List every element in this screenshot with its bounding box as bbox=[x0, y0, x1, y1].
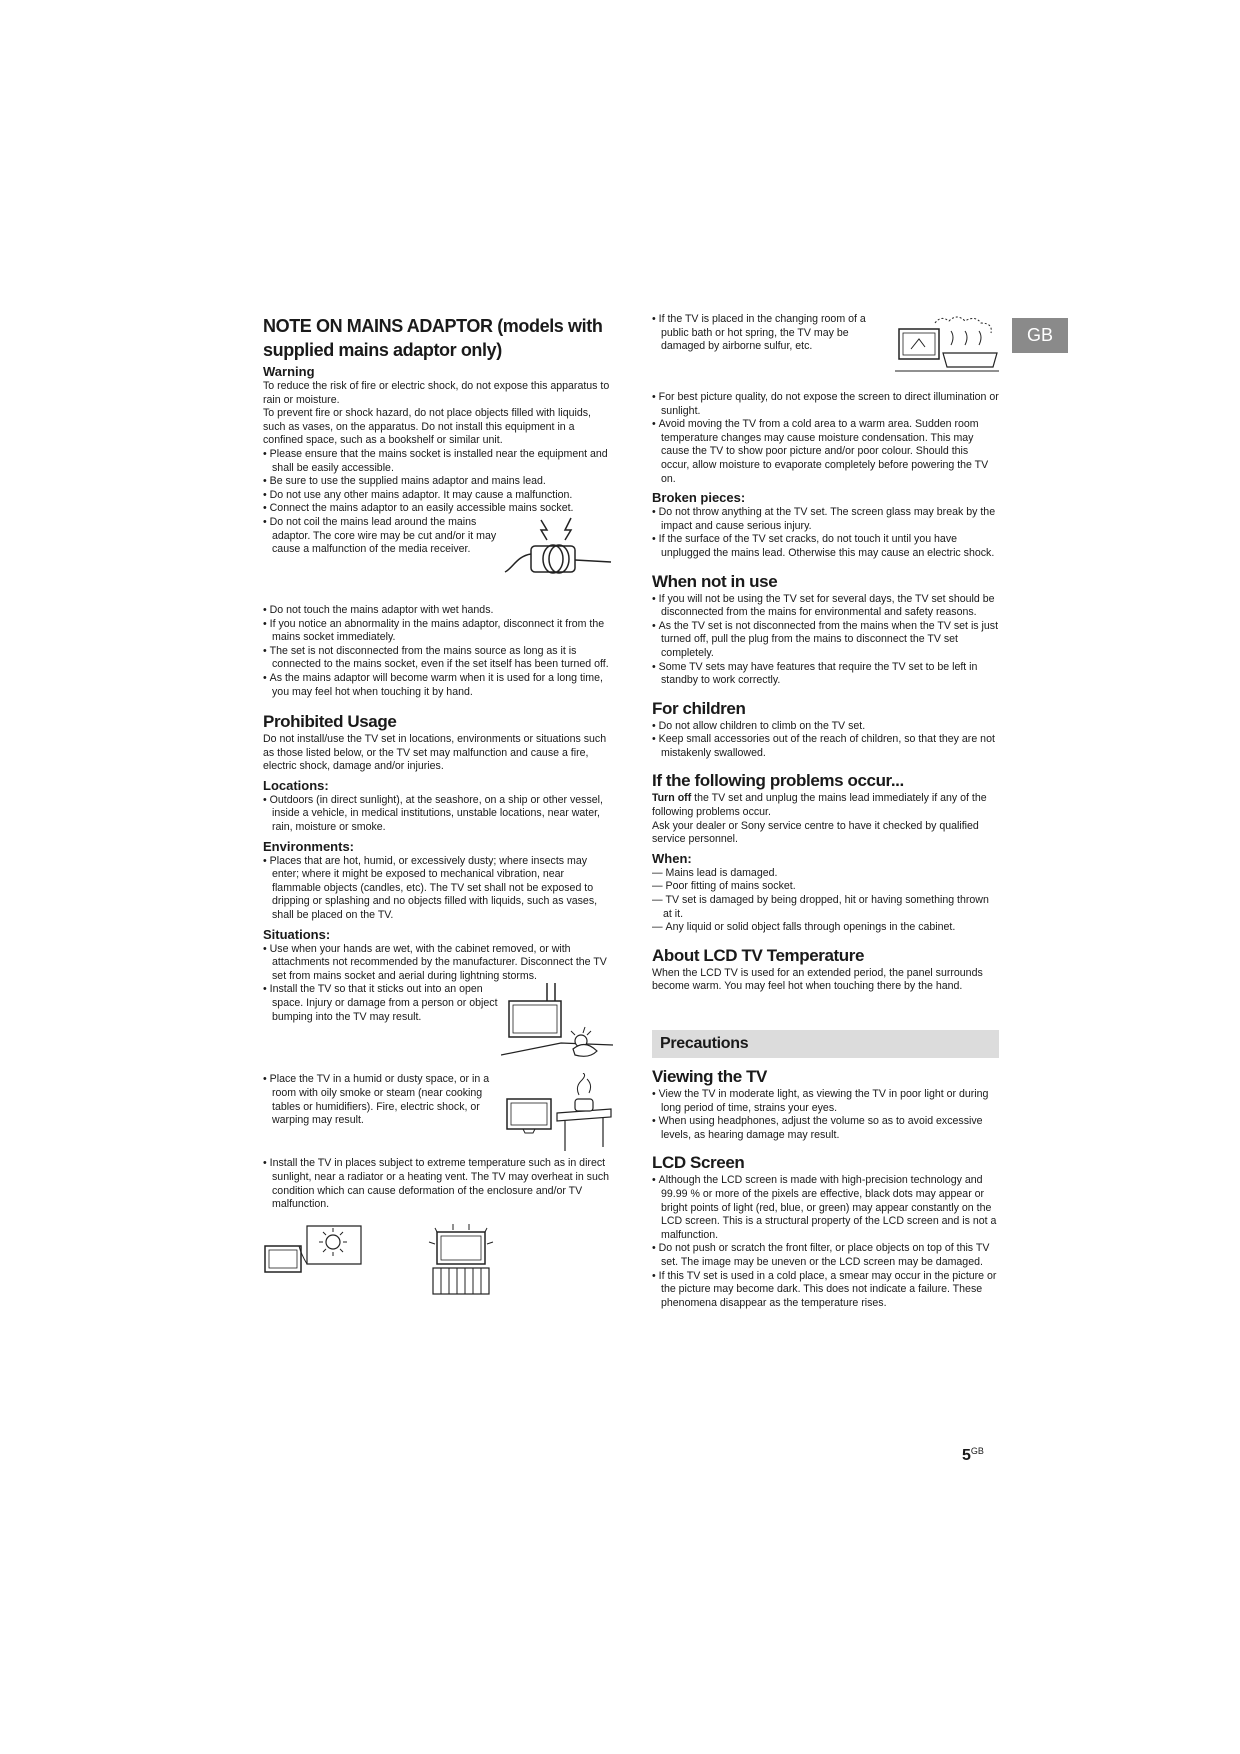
list-item: • If you notice an abnormality in the mains adaptor, disconnect it from the mains socket immediately. bbox=[263, 618, 613, 645]
warning-paragraph: To prevent fire or shock hazard, do not place objects filled with liquids, such as vases, on the apparatus. Do not install this equipment in a confined space, such as a bookshelf or similar unit. bbox=[263, 407, 591, 447]
lcd-temperature-paragraph: When the LCD TV is used for an extended period, the panel surrounds become warm. You may feel hot when touching there by the hand. bbox=[652, 966, 983, 993]
coil-warning-row bbox=[263, 516, 613, 586]
page-number bbox=[962, 1447, 984, 1465]
list-item: • If the TV is placed in the changing room of a public bath or hot spring, the TV may be damaged by airborne sulfur, etc. bbox=[652, 313, 895, 354]
list-item: • Use when your hands are wet, with the cabinet removed, or with attachments not recommended by the manufacturer. Disconnect the TV set from mains socket and aerial during lightning storms. bbox=[263, 943, 613, 984]
list-item: • Do not coil the mains lead around the mains adaptor. The core wire may be cut and/or it may cause a malfunction of the media receiver. bbox=[263, 516, 503, 557]
problems-paragraph bbox=[652, 792, 999, 819]
list-item: • As the mains adaptor will become warm when it is used for a long time, you may feel hot when touching it by hand. bbox=[263, 672, 613, 699]
humid-row bbox=[263, 1073, 613, 1153]
list-item: • If the surface of the TV set cracks, do not touch it until you have unplugged the mains lead. Otherwise this may cause an electric shock. bbox=[652, 533, 999, 560]
page-number-value: 5 bbox=[962, 1447, 971, 1464]
list-item: • View the TV in moderate light, as viewing the TV in poor light or during long period of time, strains your eyes. bbox=[652, 1088, 999, 1115]
page-number-suffix: GB bbox=[970, 1446, 984, 1456]
list-item: • Be sure to use the supplied mains adaptor and mains lead. bbox=[263, 475, 613, 489]
list-item: — Poor fitting of mains socket. bbox=[652, 880, 999, 894]
list-item: • Some TV sets may have features that require the TV set to be left in standby to work correctly. bbox=[652, 661, 999, 688]
list-item: • When using headphones, adjust the volume so as to avoid excessive levels, as hearing damage may result. bbox=[652, 1115, 999, 1142]
mains-adaptor-title: NOTE ON MAINS ADAPTOR (models with supplied mains adaptor only) bbox=[263, 316, 603, 360]
precautions-band: Precautions bbox=[652, 1030, 999, 1058]
list-item: • Do not throw anything at the TV set. The screen glass may break by the impact and cause serious injury. bbox=[652, 506, 999, 533]
list-item: • Place the TV in a humid or dusty space, or in a room with oily smoke or steam (near cooking tables or humidifiers). Fire, electric shock, or warping may result. bbox=[263, 1073, 499, 1127]
list-item: • Outdoors (in direct sunlight), at the seashore, on a ship or other vessel, inside a vehicle, in medical institutions, unstable locations, near water, rain, moisture or smoke. bbox=[263, 794, 613, 835]
turn-off-emphasis: Turn off bbox=[652, 792, 692, 805]
radiator-illustration bbox=[423, 1224, 503, 1296]
mains-adaptor-illustration bbox=[503, 516, 613, 586]
warning-paragraph: To reduce the risk of fire or electric shock, do not expose this apparatus to rain or moisture. bbox=[263, 380, 610, 406]
problems-text: the TV set and unplug the mains lead immediately if any of the following problems occur. bbox=[652, 792, 987, 819]
problems-heading: If the following problems occur... bbox=[652, 771, 904, 791]
list-item: • Do not use any other mains adaptor. It may cause a malfunction. bbox=[263, 489, 613, 503]
list-item: • Connect the mains adaptor to an easily accessible mains socket. bbox=[263, 502, 613, 516]
list-item: • Do not touch the mains adaptor with wet hands. bbox=[263, 604, 613, 618]
list-item: • Keep small accessories out of the reach of children, so that they are not mistakenly swallowed. bbox=[652, 733, 999, 760]
broken-pieces-heading: Broken pieces: bbox=[652, 490, 746, 506]
humid-kitchen-illustration bbox=[499, 1073, 613, 1153]
viewing-tv-heading: Viewing the TV bbox=[652, 1067, 767, 1086]
list-item: • Avoid moving the TV from a cold area to a warm area. Sudden room temperature changes may cause moisture condensation. This may cause the TV to show poor picture and/or poor colour. Should this occur, allow moisture to evaporate completely before powering the TV on. bbox=[652, 418, 999, 486]
bath-row bbox=[652, 313, 999, 375]
list-item: • If this TV set is used in a cold place, a smear may occur in the picture or the picture may become dark. This does not indicate a failure. These phenomena disappear as the temperature rises. bbox=[652, 1270, 999, 1311]
list-item: • As the TV set is not disconnected from the mains when the TV set is just turned off, pull the plug from the mains to disconnect the TV set completely. bbox=[652, 620, 999, 661]
tv-bump-illustration bbox=[501, 983, 613, 1067]
open-space-row bbox=[263, 983, 613, 1067]
left-column bbox=[263, 314, 613, 1296]
list-item: • Although the LCD screen is made with high-precision technology and 99.99 % or more of the pixels are effective, black dots may appear or bright points of light (red, blue, or green) may appear constantly on the LCD screen. This is a structural property of the LCD screen and is not a malfunction. bbox=[652, 1174, 999, 1242]
for-children-heading: For children bbox=[652, 698, 746, 718]
lcd-screen-heading: LCD Screen bbox=[652, 1153, 745, 1173]
lcd-temperature-heading: About LCD TV Temperature bbox=[652, 945, 865, 965]
list-item: • Places that are hot, humid, or excessively dusty; where insects may enter; where it might be exposed to mechanical vibration, near flammable objects (candles, etc). The TV set shall not be exposed to dripping or splashing and no objects filled with liquids, such as vases, shall be placed on the TV. bbox=[263, 855, 613, 923]
prohibited-usage-heading: Prohibited Usage bbox=[263, 712, 397, 732]
sunlight-window-illustration bbox=[263, 1224, 363, 1284]
list-item: — TV set is damaged by being dropped, hit or having something thrown at it. bbox=[652, 894, 999, 921]
language-tab: GB bbox=[1012, 318, 1068, 353]
list-item: — Mains lead is damaged. bbox=[652, 867, 999, 881]
list-item: • Do not allow children to climb on the TV set. bbox=[652, 720, 999, 734]
problems-paragraph: Ask your dealer or Sony service centre to have it checked by qualified service personnel. bbox=[652, 819, 979, 846]
temperature-illustrations-row bbox=[263, 1224, 613, 1296]
list-item: • The set is not disconnected from the mains source as long as it is connected to the mains socket, even if the set itself has been turned off. bbox=[263, 645, 613, 672]
prohibited-paragraph: Do not install/use the TV set in locations, environments or situations such as those listed below, or the TV set may malfunction and cause a fire, electric shock, damage and/or injuries. bbox=[263, 733, 607, 773]
situations-heading: Situations: bbox=[263, 926, 331, 942]
list-item: • Please ensure that the mains socket is installed near the equipment and shall be easily accessible. bbox=[263, 448, 613, 475]
list-item: • Install the TV so that it sticks out into an open space. Injury or damage from a person or object bumping into the TV may result. bbox=[263, 983, 501, 1024]
list-item: • Install the TV in places subject to extreme temperature such as in direct sunlight, near a radiator or a heating vent. The TV may overheat in such condition which can cause deformation of the enclosure and/or TV malfunction. bbox=[263, 1157, 613, 1211]
when-heading: When: bbox=[652, 850, 692, 866]
list-item: • If you will not be using the TV set for several days, the TV set should be disconnected from the mains for environmental and safety reasons. bbox=[652, 593, 999, 620]
environments-heading: Environments: bbox=[263, 838, 355, 854]
list-item: • For best picture quality, do not expose the screen to direct illumination or sunlight. bbox=[652, 391, 999, 418]
locations-heading: Locations: bbox=[263, 777, 329, 793]
list-item: — Any liquid or solid object falls through openings in the cabinet. bbox=[652, 921, 999, 935]
hot-spring-illustration bbox=[895, 313, 999, 375]
list-item: • Do not push or scratch the front filter, or place objects on top of this TV set. The image may be uneven or the LCD screen may be damaged. bbox=[652, 1242, 999, 1269]
warning-heading: Warning bbox=[263, 364, 315, 379]
when-not-in-use-heading: When not in use bbox=[652, 571, 778, 591]
right-column bbox=[652, 313, 999, 1310]
